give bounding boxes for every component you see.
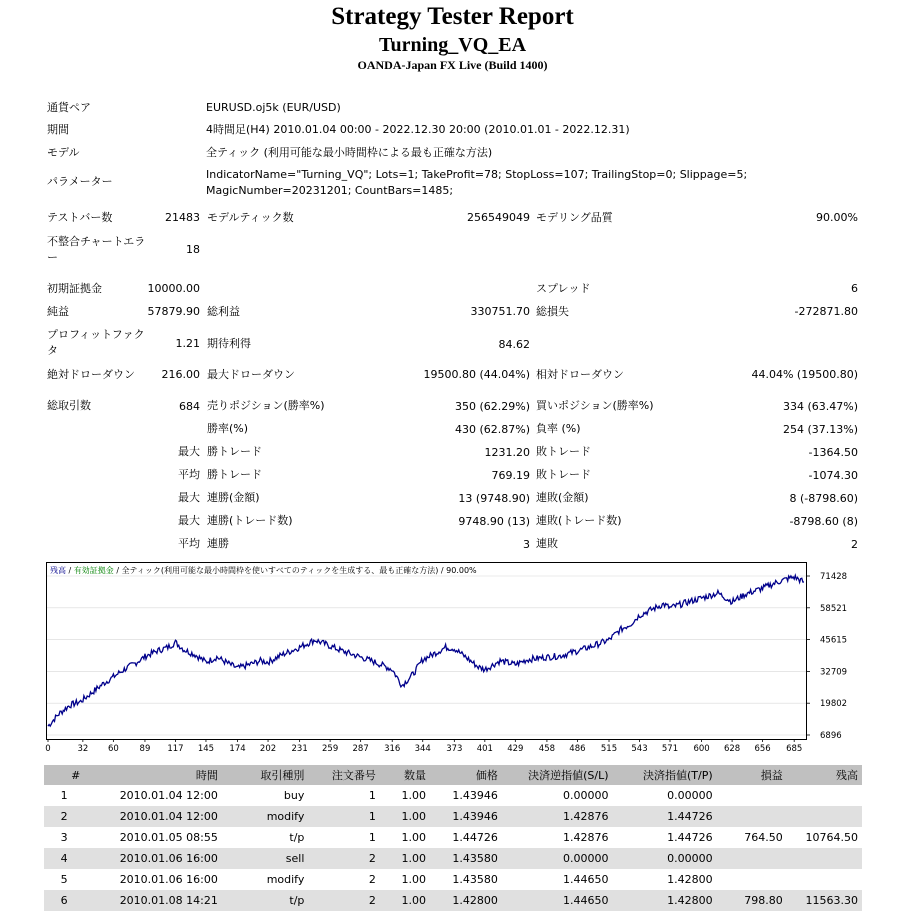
largest-win-value: 1231.20 [484, 446, 530, 459]
gross-profit-value: 330751.70 [470, 305, 530, 318]
y-tick-label: 19802 [820, 699, 848, 710]
spread-value: 6 [851, 282, 858, 295]
table-cell: buy [283, 789, 305, 802]
x-axis [45, 739, 802, 754]
gross-loss-label: 総損失 [536, 305, 569, 318]
table-cell: t/p [289, 831, 305, 844]
table-cell: 11563.30 [787, 890, 862, 911]
largest-loss-value: -1364.50 [808, 446, 858, 459]
avg-prefix: 平均 [178, 537, 200, 550]
symbol-value: EURUSD.oj5k (EUR/USD) [206, 101, 341, 114]
table-cell [717, 806, 787, 827]
legend-equity: 有効証拠金 [73, 566, 114, 575]
table-cell: 1.43946 [452, 789, 498, 802]
params-value: IndicatorName="Turning_VQ"; Lots=1; TakeProfit=78; StopLoss=107; TrailingStop=0; Slippage=5; MagicNumber=20231201; CountBars=1485; [206, 168, 748, 197]
x-tick-label: 174 [229, 744, 246, 754]
cons-losses-label: 連敗(金額) [536, 491, 589, 504]
loss-label: 負率 (%) [536, 422, 581, 435]
x-tick-label: 117 [167, 744, 184, 754]
table-cell: 1.43580 [430, 848, 502, 869]
table-row [44, 827, 862, 848]
table-cell: 1.44726 [667, 831, 713, 844]
cons-loss-label: 連敗(トレード数) [536, 514, 622, 527]
model-value: 全ティック (利用可能な最小時間枠による最も正確な方法) [206, 146, 493, 159]
cons-losses-value: 8 (-8798.60) [789, 492, 858, 505]
trades-label: 総取引数 [47, 399, 91, 412]
table-cell: 5 [60, 873, 68, 886]
table-cell: 0.00000 [502, 848, 613, 869]
table-cell: 1.43580 [452, 873, 498, 886]
table-cell: 1.00 [401, 831, 427, 844]
x-tick-label: 316 [384, 744, 401, 754]
avg-loss-label: 敗トレード [536, 468, 591, 481]
x-tick-label: 287 [352, 744, 369, 754]
column-header: 数量 [380, 765, 430, 785]
column-header: # [44, 765, 84, 785]
avg-win-label: 勝トレード [207, 468, 262, 481]
gross-loss-value: -272871.80 [794, 305, 858, 318]
legend-balance: 残高 [50, 566, 66, 575]
avg-cons-wins-label: 連勝 [207, 537, 229, 550]
trades-header-row [44, 765, 862, 785]
x-tick-label: 571 [661, 744, 679, 754]
table-row [44, 785, 862, 806]
x-tick-label: 515 [600, 744, 618, 754]
pf-label: プロフィットファクタ [47, 328, 145, 357]
table-cell: 1.44726 [613, 806, 717, 827]
win-label: 勝率(%) [207, 422, 249, 435]
x-tick-label: 628 [723, 744, 741, 754]
max-prefix: 最大 [178, 514, 200, 527]
avg-win-value: 769.19 [491, 469, 530, 482]
table-row [44, 806, 862, 827]
net-label: 純益 [47, 305, 69, 318]
table-cell: 1 [308, 806, 380, 827]
win-value: 430 (62.87%) [454, 423, 530, 436]
table-cell: 4 [44, 848, 84, 869]
cons-profit-label: 連勝(トレード数) [207, 514, 293, 527]
model-label: モデル [47, 146, 80, 159]
table-cell [787, 869, 862, 890]
x-tick-label: 429 [507, 744, 524, 754]
table-cell: modify [222, 806, 309, 827]
table-cell [787, 785, 862, 806]
trades-table [44, 765, 862, 911]
bars-label: テストバー数 [47, 211, 113, 224]
table-cell: 1 [368, 831, 376, 844]
bars-value: 21483 [165, 211, 200, 224]
table-cell: 1.44650 [563, 873, 609, 886]
expected-label: 期待利得 [207, 337, 251, 350]
table-cell: 2010.01.04 12:00 [119, 789, 218, 802]
avg-loss-value: -1074.30 [808, 469, 858, 482]
table-cell: 1.42800 [430, 890, 502, 911]
x-tick-label: 401 [476, 744, 493, 754]
report-title: Strategy Tester Report [331, 3, 574, 30]
deposit-value: 10000.00 [147, 282, 200, 295]
table-cell: 2010.01.05 08:55 [119, 831, 218, 844]
table-cell [717, 869, 787, 890]
avg-cons-wins-value: 3 [523, 538, 530, 551]
table-row [44, 869, 862, 890]
table-cell [787, 806, 862, 827]
column-header: 価格 [430, 765, 502, 785]
table-row [44, 848, 862, 869]
table-cell: 764.50 [744, 831, 783, 844]
max-prefix: 最大 [178, 445, 200, 458]
symbol-label: 通貨ペア [47, 101, 91, 114]
x-tick-label: 0 [45, 744, 51, 754]
expected-value: 84.62 [498, 338, 530, 351]
table-cell: 1.42876 [502, 806, 613, 827]
x-tick-label: 231 [291, 744, 308, 754]
short-value: 350 (62.29%) [454, 400, 530, 413]
x-tick-label: 373 [446, 744, 463, 754]
x-tick-label: 259 [322, 744, 339, 754]
table-cell: 2 [44, 806, 84, 827]
legend-separator: / [66, 566, 74, 575]
mismatch-label: 不整合チャートエラー [47, 235, 146, 264]
trades-value: 684 [179, 400, 200, 413]
y-axis [806, 572, 847, 741]
max-dd-label: 最大ドローダウン [207, 368, 295, 381]
max-dd-value: 19500.80 (44.04%) [423, 368, 530, 381]
table-cell: 3 [60, 831, 68, 844]
table-cell: 2010.01.06 16:00 [84, 848, 222, 869]
y-tick-label: 58521 [820, 603, 848, 614]
table-cell [717, 785, 787, 806]
spread-label: スプレッド [536, 282, 591, 295]
table-cell: 2010.01.08 14:21 [84, 890, 222, 911]
x-tick-label: 656 [754, 744, 771, 754]
quality-label: モデリング品質 [536, 211, 613, 224]
table-cell: 1.44726 [452, 831, 498, 844]
largest-loss-label: 敗トレード [536, 445, 591, 458]
x-tick-label: 685 [786, 744, 803, 754]
table-cell: 1.44650 [502, 890, 613, 911]
table-cell: 1 [60, 789, 68, 802]
table-cell: 0.00000 [613, 848, 717, 869]
x-tick-label: 32 [77, 744, 89, 754]
period-label: 期間 [47, 123, 69, 136]
column-header: 取引種別 [222, 765, 309, 785]
table-cell: 1.00 [401, 873, 427, 886]
column-header: 損益 [717, 765, 787, 785]
cons-wins-value: 13 (9748.90) [458, 492, 530, 505]
rel-dd-value: 44.04% (19500.80) [751, 368, 858, 381]
table-cell: 2010.01.04 12:00 [84, 806, 222, 827]
avg-cons-losses-value: 2 [851, 538, 858, 551]
table-cell: modify [266, 873, 305, 886]
table-cell: 1.42800 [667, 873, 713, 886]
table-cell: 1 [368, 789, 376, 802]
table-cell: 2010.01.06 16:00 [119, 873, 218, 886]
rel-dd-label: 相対ドローダウン [536, 368, 624, 381]
long-value: 334 (63.47%) [782, 400, 858, 413]
largest-win-label: 勝トレード [207, 445, 262, 458]
column-header: 決済逆指値(S/L) [502, 765, 613, 785]
table-cell: 1.43946 [430, 806, 502, 827]
x-tick-label: 344 [414, 744, 431, 754]
cons-loss-value: -8798.60 (8) [789, 515, 858, 528]
y-tick-label: 71428 [820, 572, 848, 582]
table-cell: 1.00 [380, 890, 430, 911]
column-header: 注文番号 [308, 765, 380, 785]
table-cell: 1.00 [380, 806, 430, 827]
ea-name: Turning_VQ_EA [378, 34, 527, 56]
x-tick-label: 145 [197, 744, 215, 754]
table-cell: 1.42800 [613, 890, 717, 911]
cons-profit-value: 9748.90 (13) [458, 515, 530, 528]
table-cell: 2 [368, 873, 376, 886]
table-cell: 2 [308, 890, 380, 911]
column-header: 決済指値(T/P) [613, 765, 717, 785]
ticks-label: モデルティック数 [207, 211, 294, 224]
column-header: 残高 [787, 765, 862, 785]
gross-profit-label: 総利益 [207, 305, 240, 318]
table-cell: t/p [222, 890, 309, 911]
avg-prefix: 平均 [178, 468, 200, 481]
y-tick-label: 32709 [820, 667, 848, 678]
x-tick-label: 543 [631, 744, 648, 754]
server-name: OANDA-Japan FX Live (Build 1400) [357, 58, 548, 72]
y-tick-label: 45615 [820, 635, 848, 646]
pf-value: 1.21 [175, 337, 200, 350]
x-tick-label: 458 [538, 744, 556, 754]
cons-wins-label: 連勝(金額) [207, 491, 260, 504]
ticks-value: 256549049 [467, 211, 530, 224]
y-tick-label: 6896 [820, 731, 842, 741]
table-row [44, 890, 862, 911]
table-cell: 0.00000 [563, 789, 609, 802]
table-cell: 2 [308, 848, 380, 869]
long-label: 買いポジション(勝率%) [536, 399, 654, 412]
loss-value: 254 (37.13%) [782, 423, 858, 436]
x-tick-label: 486 [569, 744, 586, 754]
table-cell [787, 848, 862, 869]
params-label: パラメーター [47, 175, 113, 188]
legend-model: / 全ティック(利用可能な最小時間枠を使いすべてのティックを生成する、最も正確な方法) / 90.00% [113, 566, 477, 575]
short-label: 売りポジション(勝率%) [207, 399, 325, 412]
x-tick-label: 89 [139, 744, 151, 754]
table-cell [717, 848, 787, 869]
x-tick-label: 202 [259, 744, 277, 754]
table-cell: 1.00 [401, 789, 427, 802]
chart-legend [50, 565, 477, 575]
table-cell: 10764.50 [805, 831, 858, 844]
table-cell: 798.80 [717, 890, 787, 911]
table-cell: 1.00 [380, 848, 430, 869]
column-header: 時間 [84, 765, 222, 785]
x-tick-label: 600 [693, 744, 710, 754]
abs-dd-value: 216.00 [161, 368, 200, 381]
mismatch-value: 18 [186, 243, 200, 256]
period-value: 4時間足(H4) 2010.01.04 00:00 - 2022.12.30 20:00 (2010.01.01 - 2022.12.31) [206, 123, 630, 136]
table-cell: sell [222, 848, 309, 869]
table-cell: 6 [44, 890, 84, 911]
quality-value: 90.00% [816, 211, 858, 224]
balance-chart [46, 562, 860, 755]
table-cell: 0.00000 [667, 789, 713, 802]
avg-cons-losses-label: 連敗 [536, 537, 558, 550]
abs-dd-label: 絶対ドローダウン [47, 368, 135, 381]
max-prefix: 最大 [178, 491, 200, 504]
x-tick-label: 60 [107, 744, 119, 754]
table-cell: 1.42876 [563, 831, 609, 844]
net-value: 57879.90 [147, 305, 200, 318]
deposit-label: 初期証拠金 [47, 282, 102, 295]
